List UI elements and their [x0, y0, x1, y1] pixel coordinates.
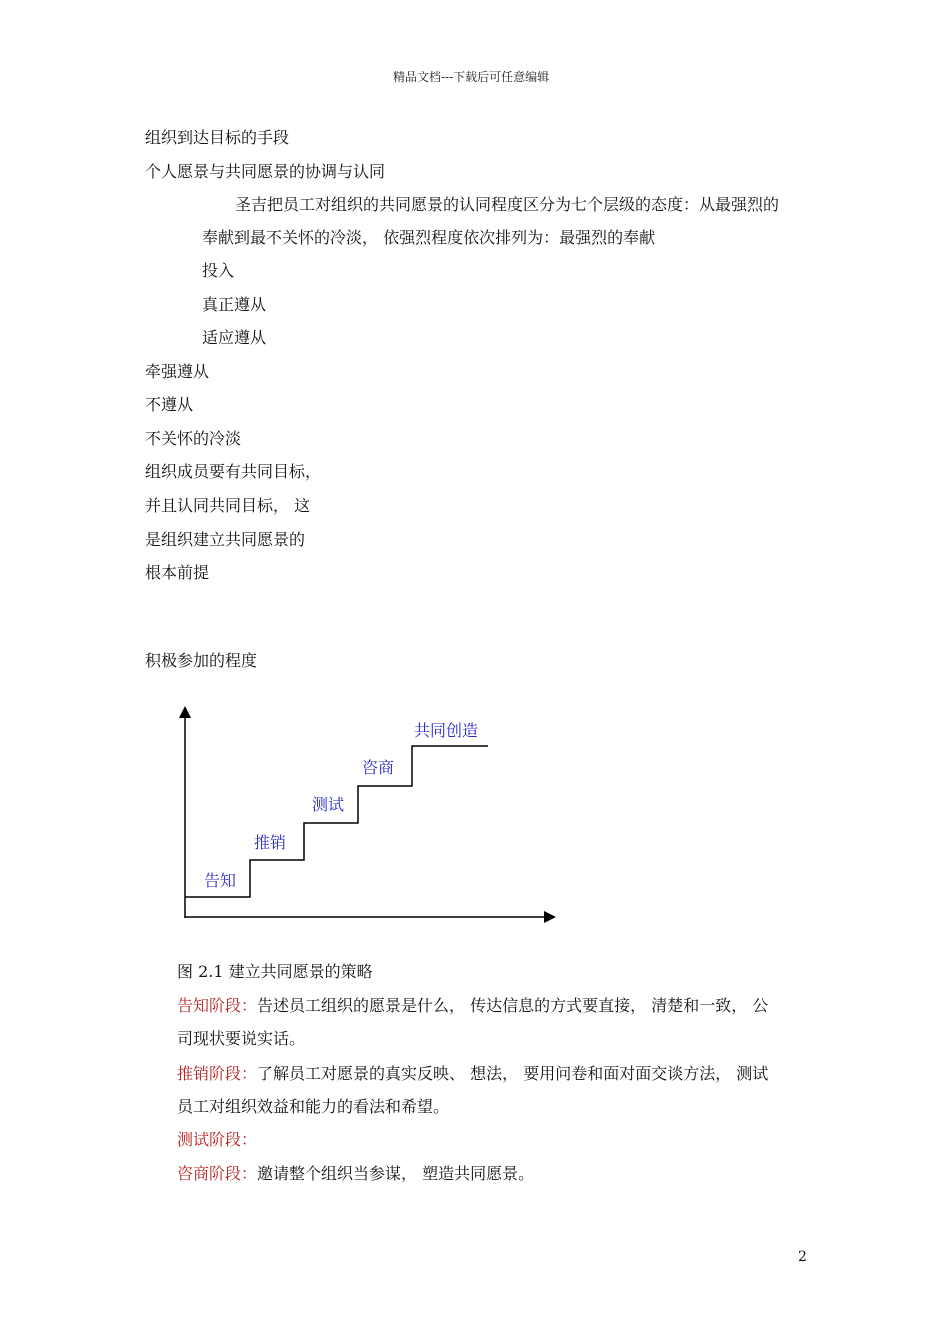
- stage-line: 司现状要说实话。: [177, 1029, 306, 1048]
- text-line: 奉献到最不关怀的冷淡， 依强烈程度依次排列为：最强烈的奉献: [202, 228, 656, 247]
- page-number: 2: [798, 1249, 807, 1265]
- stage-line: [177, 1164, 534, 1184]
- step-label-3: 测试: [312, 795, 345, 814]
- text-line: 并且认同共同目标， 这: [145, 496, 311, 515]
- step-label-5: 共同创造: [414, 721, 479, 740]
- stage-line: [177, 1064, 768, 1084]
- step-label-1: 告知: [204, 871, 237, 890]
- stage-label: 咨商阶段：: [177, 1164, 258, 1183]
- text-line: 组织到达目标的手段: [145, 128, 290, 147]
- stage-label: 告知阶段：: [177, 996, 258, 1015]
- stage-line: [177, 1130, 257, 1150]
- text-line: 个人愿景与共同愿景的协调与认同: [145, 162, 386, 181]
- step-label-2: 推销: [254, 833, 287, 852]
- text-line: 不关怀的冷淡: [145, 429, 242, 448]
- text-line: 积极参加的程度: [145, 651, 258, 670]
- stage-label: 推销阶段：: [177, 1064, 258, 1083]
- text-line: 投入: [202, 261, 235, 280]
- step-label-4: 咨商: [362, 758, 395, 777]
- figure-caption: 图 2.1 建立共同愿景的策略: [177, 962, 373, 981]
- text-line: 适应遵从: [202, 328, 267, 347]
- page-header: 精品文档---下载后可任意编辑: [393, 70, 550, 84]
- text-line: 真正遵从: [202, 295, 267, 314]
- stage-text: 告述员工组织的愿景是什么， 传达信息的方式要直接， 清楚和一致， 公: [257, 996, 769, 1015]
- text-line: 根本前提: [145, 563, 210, 582]
- text-line: 组织成员要有共同目标，: [145, 462, 322, 481]
- text-line: 圣吉把员工对组织的共同愿景的认同程度区分为七个层级的态度：从最强烈的: [235, 195, 780, 214]
- stage-line: [177, 996, 768, 1016]
- stage-line: 员工对组织效益和能力的看法和希望。: [177, 1097, 450, 1116]
- stage-text: 邀请整个组织当参谋， 塑造共同愿景。: [257, 1164, 535, 1183]
- text-line: 是组织建立共同愿景的: [145, 530, 306, 549]
- stage-text: 了解员工对愿景的真实反映、 想法， 要用问卷和面对面交谈方法， 测试: [257, 1064, 769, 1083]
- text-line: 不遵从: [145, 395, 194, 414]
- stage-label: 测试阶段：: [177, 1130, 258, 1149]
- text-line: 牵强遵从: [145, 362, 210, 381]
